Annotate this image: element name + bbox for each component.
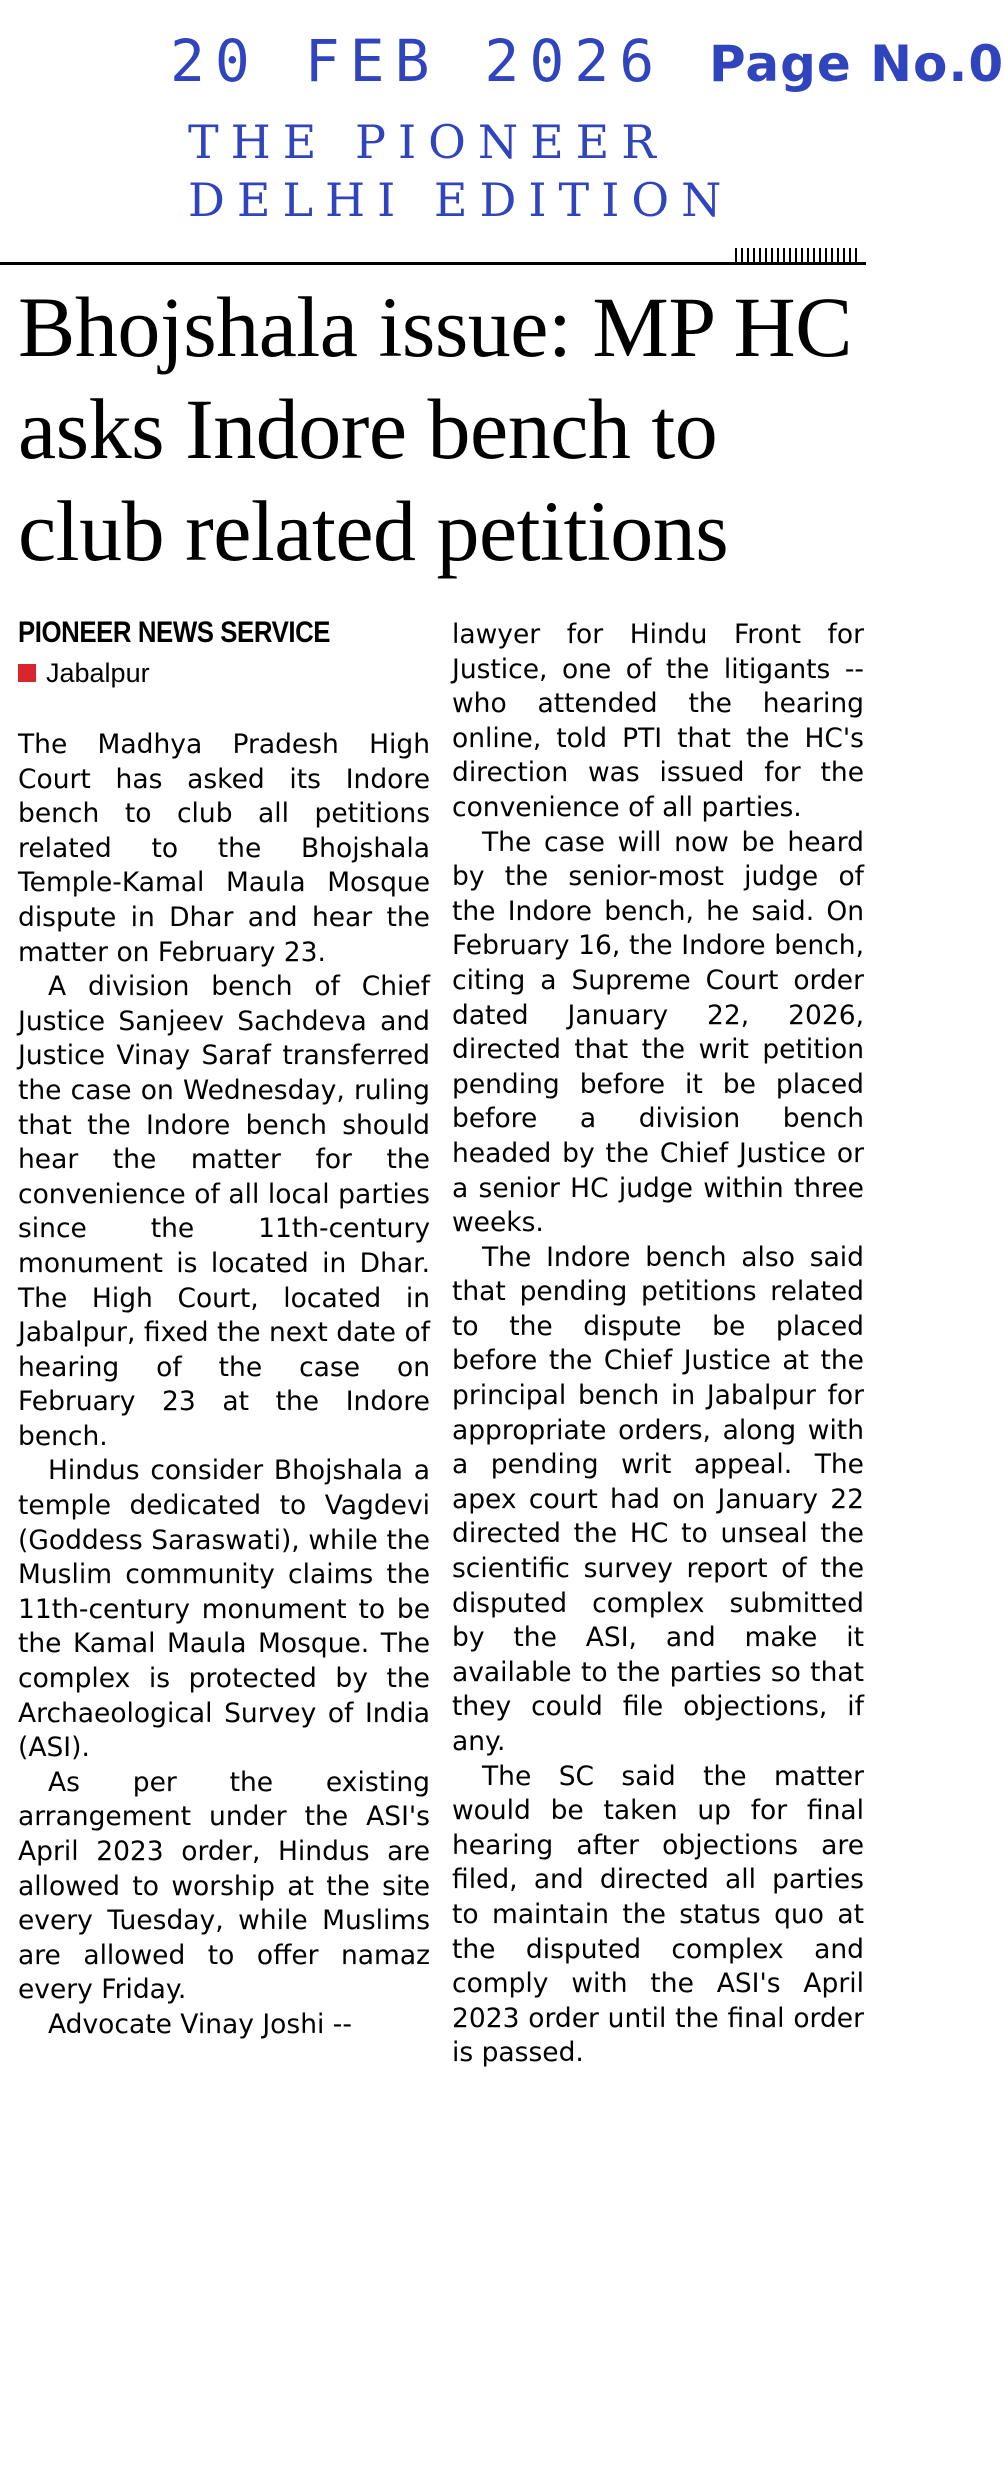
dateline: [18, 656, 438, 690]
byline: [18, 614, 438, 690]
stamp-date: 20 FEB 2026: [170, 27, 665, 95]
paragraph: The Madhya Pradesh High Court has asked its Indore bench to club all petitions related to the Bhojshala Temple-Kamal Maula Mosque dispute in Dhar and hear the matter on February 23.: [18, 729, 430, 968]
location-marker-icon: [18, 664, 36, 682]
dateline-location: Jabalpur: [46, 658, 150, 688]
paragraph: Hindus consider Bhojshala a temple dedicated to Vagdevi (Goddess Saraswati), while the Muslim community claims the 11th-century monument to be the Kamal Maula Mosque. The complex is protected by the Archaeological Survey of India (ASI).: [18, 1455, 430, 1764]
stamp-publication: THE PIONEER: [188, 115, 668, 169]
paragraph: As per the existing arrangement under the ASI's April 2023 order, Hindus are allowed to worship at the site every Tuesday, while Muslims are allowed to offer namaz every Friday.: [18, 1766, 430, 2006]
paragraph: The Indore bench also said that pending petitions related to the dispute be placed before the Chief Justice at the principal bench in Jabalpur for appropriate orders, along with a pending writ appeal. The apex court had on January 22 directed the HC to unseal the scientific survey report of the disputed complex submitted by the ASI, and make it available to the parties so that they could file objections, if any.: [452, 1241, 864, 1757]
article-column-left: [18, 728, 430, 2043]
stamp-date-line: [170, 26, 1004, 99]
paragraph: The case will now be heard by the senior-most judge of the Indore bench, he said. On February 16, the Indore bench, citing a Supreme Court order dated January 22, 2026, directed that the writ petition pending before it be placed before a division bench headed by the Chief Justice or a senior HC judge within three weeks.: [452, 826, 864, 1239]
paragraph: The SC said the matter would be taken up for final hearing after objections are filed, and directed all parties to maintain the status quo at the disputed complex and comply with the ASI's April 2023 order until the final order is passed.: [452, 1760, 864, 2069]
stamp-edition: DELHI EDITION: [188, 173, 734, 227]
ruler-ticks: [735, 248, 860, 264]
paragraph: lawyer for Hindu Front for Justice, one of the litigants -- who attended the hearing online, told PTI that the HC's direction was issued for the convenience of all parties.: [452, 619, 864, 823]
article-headline: Bhojshala issue: MP HC asks Indore bench to club related petitions: [18, 279, 852, 579]
paragraph: A division bench of Chief Justice Sanjeev Sachdeva and Justice Vinay Saraf transferred the case on Wednesday, ruling that the Indore bench should hear the matter for the convenience of all local parties since the 11th-century monument is located in Dhar. The High Court, located in Jabalpur, fixed the next date of hearing of the case on February 23 at the Indore bench.: [18, 971, 430, 1452]
paragraph: Advocate Vinay Joshi --: [48, 2008, 352, 2040]
article-column-right: [452, 618, 864, 2071]
stamp-page-label: Page No.: [709, 35, 969, 93]
stamp-page-number: 0: [968, 35, 1004, 93]
date-stamp: [170, 26, 1004, 229]
news-agency: PIONEER NEWS SERVICE: [18, 616, 331, 649]
